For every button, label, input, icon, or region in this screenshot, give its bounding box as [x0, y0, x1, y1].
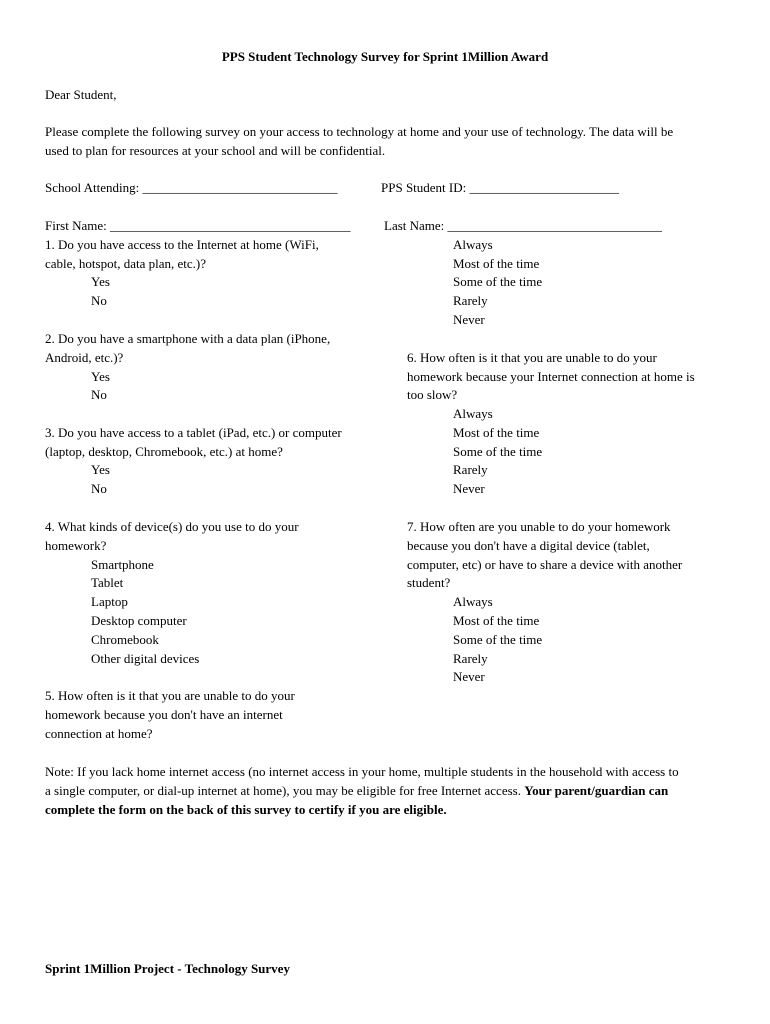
note-line-2-bold: Your parent/guardian can [524, 783, 669, 798]
q7-text-line-3: computer, etc) or have to share a device with another [407, 557, 683, 572]
note-line-2 [45, 781, 668, 800]
q6-option-most[interactable]: Most of the time [453, 425, 540, 440]
school-attending-field[interactable]: School Attending: ______________________________ [45, 180, 338, 195]
q7-option-most[interactable]: Most of the time [453, 613, 540, 628]
q7-option-some[interactable]: Some of the time [453, 632, 543, 647]
q5-text-line-2: homework because you don't have an internet [45, 707, 283, 722]
q4-option-desktop[interactable]: Desktop computer [91, 613, 187, 628]
student-id-field[interactable]: PPS Student ID: _______________________ [381, 180, 619, 195]
q4-option-laptop[interactable]: Laptop [91, 594, 128, 609]
note-line-2-regular: a single computer, or dial-up internet at home), you may be eligible for free Internet access. [45, 783, 525, 798]
q6-option-never[interactable]: Never [453, 481, 485, 496]
q1-text-line-1: 1. Do you have access to the Internet at home (WiFi, [45, 237, 319, 252]
page-footer: Sprint 1Million Project - Technology Survey [45, 961, 290, 976]
note-line-1: Note: If you lack home internet access (no internet access in your home, multiple students in the household with access to [45, 764, 679, 779]
q3-option-yes[interactable]: Yes [91, 462, 110, 477]
q6-option-rarely[interactable]: Rarely [453, 462, 488, 477]
q5-option-some[interactable]: Some of the time [453, 274, 543, 289]
q4-option-smartphone[interactable]: Smartphone [91, 557, 154, 572]
q3-text-line-1: 3. Do you have access to a tablet (iPad, etc.) or computer [45, 425, 342, 440]
last-name-field[interactable]: Last Name: _________________________________ [384, 218, 663, 233]
q1-option-yes[interactable]: Yes [91, 274, 110, 289]
q6-option-some[interactable]: Some of the time [453, 444, 543, 459]
q5-text-line-3: connection at home? [45, 726, 153, 741]
q7-text-line-4: student? [407, 575, 451, 590]
q3-option-no[interactable]: No [91, 481, 107, 496]
q5-option-rarely[interactable]: Rarely [453, 293, 488, 308]
q7-text-line-1: 7. How often are you unable to do your homework [407, 519, 671, 534]
q6-option-always[interactable]: Always [453, 406, 493, 421]
q7-option-rarely[interactable]: Rarely [453, 651, 488, 666]
q5-option-never[interactable]: Never [453, 312, 485, 327]
q2-option-yes[interactable]: Yes [91, 369, 110, 384]
q2-text-line-2: Android, etc.)? [45, 350, 124, 365]
q1-option-no[interactable]: No [91, 293, 107, 308]
q4-text-line-2: homework? [45, 538, 107, 553]
q4-option-other[interactable]: Other digital devices [91, 651, 200, 666]
q6-text-line-3: too slow? [407, 387, 458, 402]
q7-option-never[interactable]: Never [453, 669, 485, 684]
q4-text-line-1: 4. What kinds of device(s) do you use to do your [45, 519, 299, 534]
first-name-field[interactable]: First Name: _____________________________________ [45, 218, 351, 233]
q7-option-always[interactable]: Always [453, 594, 493, 609]
note-line-3: complete the form on the back of this survey to certify if you are eligible. [45, 802, 447, 817]
q4-option-chromebook[interactable]: Chromebook [91, 632, 159, 647]
q4-option-tablet[interactable]: Tablet [91, 575, 124, 590]
intro-line-1: Please complete the following survey on your access to technology at home and your use of technology. The data will be [45, 124, 674, 139]
q3-text-line-2: (laptop, desktop, Chromebook, etc.) at home? [45, 444, 283, 459]
greeting: Dear Student, [45, 87, 117, 102]
page-title: PPS Student Technology Survey for Sprint 1Million Award [221, 49, 549, 64]
q6-text-line-2: homework because your Internet connection at home is [407, 369, 695, 384]
q1-text-line-2: cable, hotspot, data plan, etc.)? [45, 256, 206, 271]
q5-option-always[interactable]: Always [453, 237, 493, 252]
intro-line-2: used to plan for resources at your school and will be confidential. [45, 143, 386, 158]
q5-text-line-1: 5. How often is it that you are unable to do your [45, 688, 295, 703]
q2-text-line-1: 2. Do you have a smartphone with a data plan (iPhone, [45, 331, 331, 346]
q5-option-most[interactable]: Most of the time [453, 256, 540, 271]
q6-text-line-1: 6. How often is it that you are unable to do your [407, 350, 657, 365]
q7-text-line-2: because you don't have a digital device (tablet, [407, 538, 650, 553]
q2-option-no[interactable]: No [91, 387, 107, 402]
